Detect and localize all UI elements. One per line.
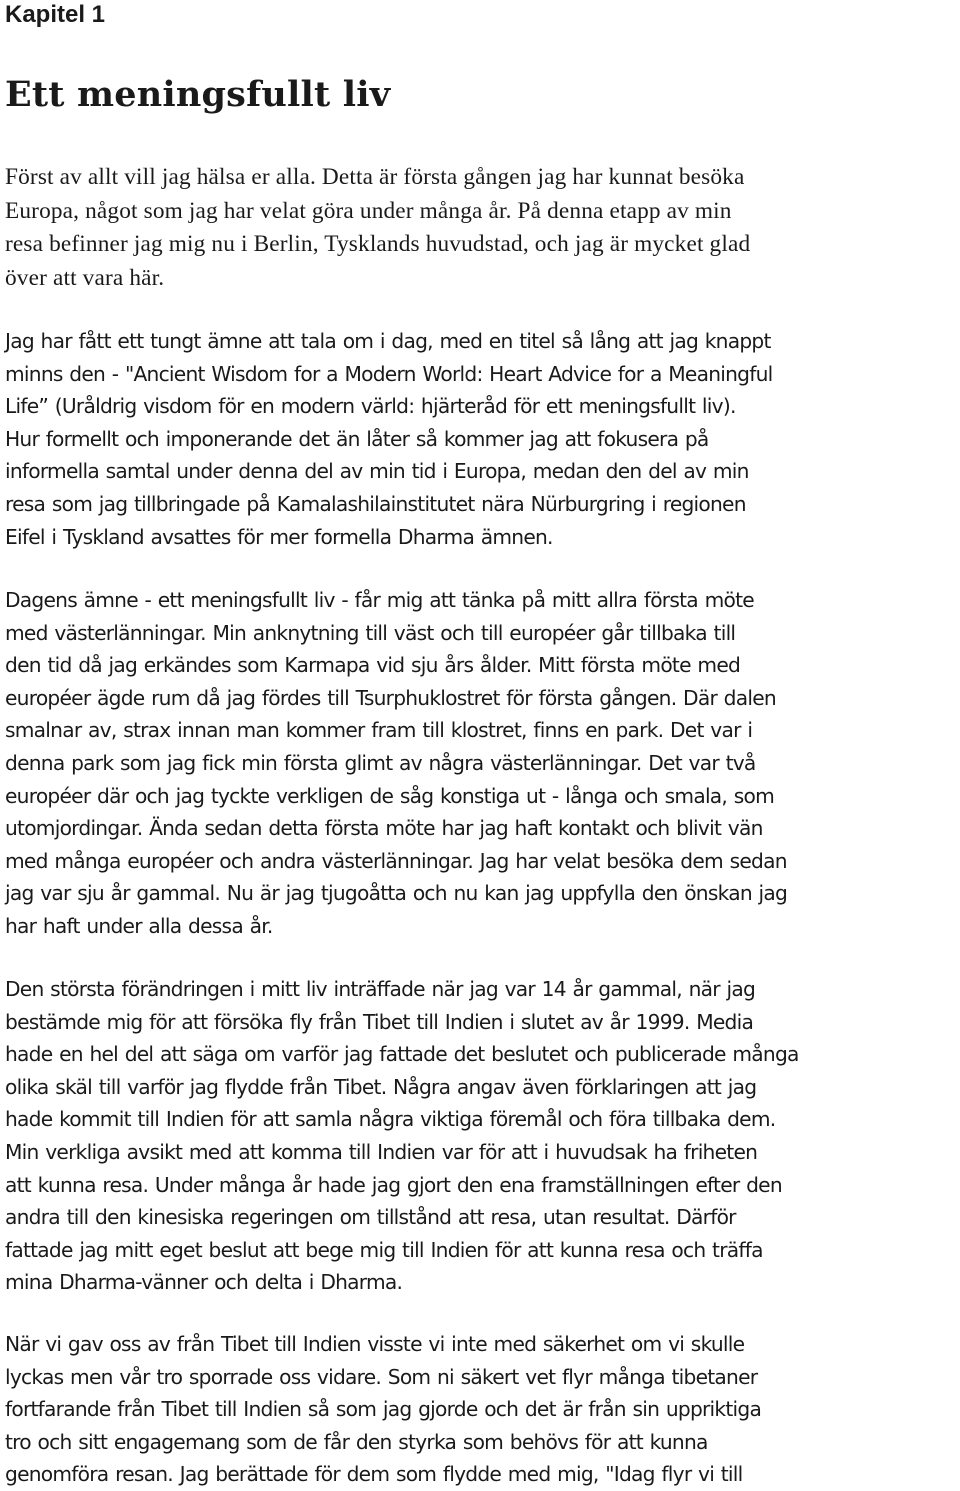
chapter-label: Kapitel 1 <box>5 1 106 28</box>
paragraph-greeting: Först av allt vill jag hälsa er alla. Detta är första gången jag har kunnat besöka Europa, något som jag har velat göra under många år. På denna etapp av min resa befinner jag mig nu i Berlin, Tysklands huvudstad, och jag är mycket glad över att vara här. <box>5 164 751 291</box>
paragraph-journey: När vi gav oss av från Tibet till Indien visste vi inte med säkerhet om vi skulle lyckas men vår tro sporrade oss vidare. Som ni säkert vet flyr många tibetaner fortfarande från Tibet till Indien så som jag gjorde och det är från sin uppriktiga tro och sitt engagemang som de får den styrka som behövs för att kunna genomföra resan. Jag berättade för dem som flydde med mig, "Idag flyr vi till <box>5 1332 762 1487</box>
chapter-title: Ett meningsfullt liv <box>5 74 391 115</box>
paragraph-escape: Den största förändringen i mitt liv inträffade när jag var 14 år gammal, när jag bestämde mig för att försöka fly från Tibet till Indien i slutet av år 1999. Media hade en hel del att säga om varför jag fattade det beslutet och publicerade många olika skäl till varför jag flydde från Tibet. Några angav även förklaringen att jag hade kommit till Indien för att samla några viktiga föremål och föra tillbaka dem. Min verkliga avsikt med att komma till Indien var för att i huvudsak ha friheten att kunna resa. Under många år hade jag gjort den ena framställningen efter den andra till den kinesiska regeringen om tillstånd att resa, utan resultat. Därför fattade jag mitt eget beslut att bege mig till Indien för att kunna resa och träffa mina Dharma-vänner och delta i Dharma. <box>5 977 799 1295</box>
paragraph-topic: Jag har fått ett tungt ämne att tala om i dag, med en titel så lång att jag knappt minns den - "Ancient Wisdom for a Modern World: Heart Advice for a Meaningful Life” (Uråldrig visdom för en modern värld: hjärteråd för ett meningsfullt liv). Hur formellt och imponerande det än låter så kommer jag att fokusera på informella samtal under denna del av min tid i Europa, medan den del av min resa som jag tillbringade på Kamalashilainstitutet nära Nürburgring i regionen Eifel i Tyskland avsattes för mer formella Dharma ämnen. <box>5 329 773 549</box>
paragraph-first-meeting: Dagens ämne - ett meningsfullt liv - får mig att tänka på mitt allra första möte med västerlänningar. Min anknytning till väst och till européer går tillbaka till den tid då jag erkändes som Karmapa vid sju års ålder. Mitt första möte med européer ägde rum då jag fördes till Tsurphuklostret för första gången. Där dalen smalnar av, strax innan man kommer fram till klostret, finns en park. Det var i denna park som jag fick min första glimt av några västerlänningar. Det var två européer där och jag tyckte verkligen de såg konstiga ut - långa och smala, som utomjordingar. Ända sedan detta första möte har jag haft kontakt och blivit vän med många européer och andra västerlänningar. Jag har velat besöka dem sedan jag var sju år gammal. Nu är jag tjugoåtta och nu kan jag uppfylla den önskan jag har haft under alla dessa år. <box>5 588 788 938</box>
